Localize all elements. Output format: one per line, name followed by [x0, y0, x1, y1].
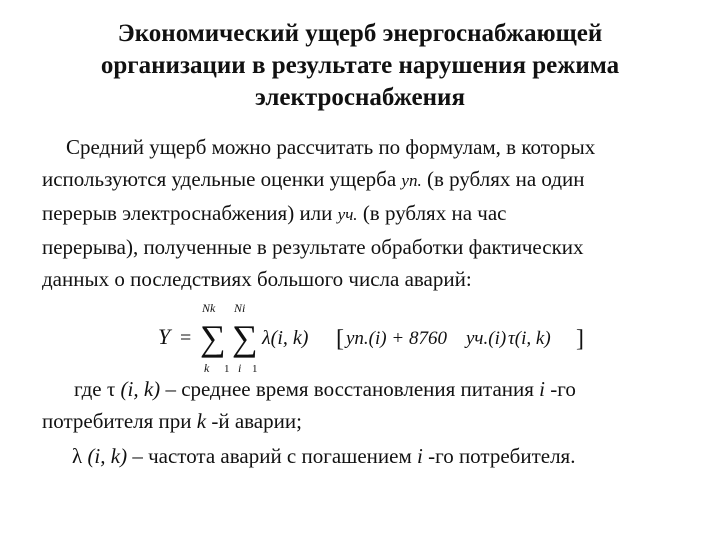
intro-paragraph	[42, 131, 692, 295]
sum2-lower: i	[238, 361, 242, 375]
var-y-p: yп.	[401, 171, 422, 190]
formula-lhs: Y	[158, 324, 171, 349]
bracket-content-a: yп.(i) + 8760	[346, 328, 447, 349]
bracket-close: ]	[576, 326, 584, 352]
tau-symbol: τ	[106, 377, 116, 401]
bracket-content-b: yч.(i)	[466, 328, 507, 349]
sum2-sigma: ∑	[232, 318, 258, 358]
title-line-3: электроснабжения	[255, 84, 465, 111]
intro-line-2: используются удельные оценки ущерба yп. (в рублях на один	[42, 167, 585, 191]
tau-term: τ(i, k)	[508, 328, 551, 349]
lambda-term: λ(i, k)	[262, 327, 309, 349]
sum1-sigma: ∑	[200, 318, 226, 358]
sum-lower-sep-2: 1	[252, 363, 258, 375]
tau-definition	[42, 373, 692, 437]
lambda-symbol: λ	[72, 444, 83, 468]
intro-line-4: перерыва), полученные в результате обработки фактических	[42, 235, 584, 259]
intro-line-5: данных о последствиях большого числа аварий:	[42, 267, 472, 291]
sum2-upper: Ni	[234, 301, 246, 315]
sum1-lower: k	[204, 361, 210, 375]
sum-lower-sep-1: 1	[224, 363, 230, 375]
tau-line-2: потребителя при k -й аварии;	[42, 409, 302, 433]
slide-title	[40, 18, 680, 114]
var-y-ch: yч.	[337, 205, 358, 224]
lambda-definition: λ (i, k) – частота аварий с погашением i -го потребителя.	[72, 444, 576, 468]
title-line-1: Экономический ущерб энергоснабжающей	[117, 20, 603, 47]
intro-line-1: Средний ущерб можно рассчитать по формулам, в которых	[66, 135, 596, 159]
bracket-open: [	[336, 326, 344, 352]
tau-line-1: где τ (i, k) – среднее время восстановления питания i -го	[74, 377, 576, 401]
sum1-upper: Nk	[202, 301, 216, 315]
damage-formula	[150, 298, 590, 378]
intro-line-3: перерыв электроснабжения) или yч. (в рублях на час	[42, 201, 507, 225]
title-line-2: организации в результате нарушения режима	[100, 52, 620, 79]
formula-eq: =	[180, 327, 192, 349]
